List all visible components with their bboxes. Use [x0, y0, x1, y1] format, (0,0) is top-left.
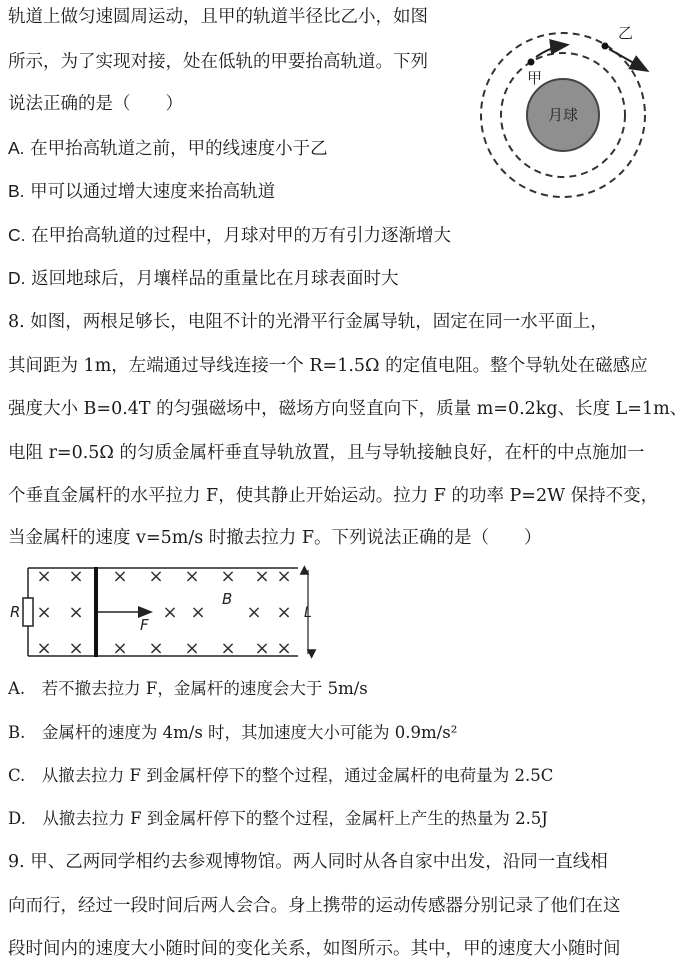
orbit-diagram	[478, 20, 668, 220]
field-cross: ×	[254, 638, 270, 659]
q7-option-b-text: 甲可以通过增大速度来抬高轨道	[24, 182, 276, 202]
field-label: B	[222, 590, 233, 608]
field-cross: ×	[220, 638, 236, 659]
q8-line-1: 8. 如图，两根足够长，电阻不计的光滑平行金属导轨，固定在同一水平面上，	[8, 312, 608, 332]
q7-line-3: 说法正确的是（ ）	[8, 94, 183, 114]
q7-option-b	[8, 180, 275, 203]
length-label: L	[304, 605, 312, 621]
q7-option-a-letter: A.	[8, 138, 25, 158]
field-cross: ×	[162, 602, 178, 623]
q7-option-a	[8, 137, 328, 160]
satellite-a-arrow	[536, 45, 566, 57]
field-cross: ×	[148, 566, 164, 587]
q9-line-2: 向而行，经过一段时间后两人会合。身上携带的运动传感器分别记录了他们在这	[8, 896, 621, 916]
field-cross: ×	[190, 602, 206, 623]
field-crosses	[36, 566, 291, 659]
satellite-a-dot	[528, 59, 535, 66]
field-cross: ×	[246, 602, 262, 623]
field-cross: ×	[112, 566, 128, 587]
q8-option-b: B. 金属杆的速度为 4m/s 时，其加速度大小可能为 0.9m/s²	[8, 723, 458, 742]
field-cross: ×	[184, 638, 200, 659]
q7-option-c-letter: C.	[8, 225, 26, 245]
field-cross: ×	[148, 638, 164, 659]
q8-line-4: 电阻 r=0.5Ω 的匀质金属杆垂直导轨放置，且与导轨接触良好，在杆的中点施加一	[8, 443, 645, 463]
q8-option-a: A. 若不撤去拉力 F，金属杆的速度会大于 5m/s	[8, 679, 368, 698]
force-label: F	[140, 616, 149, 634]
q7-option-d-text: 返回地球后，月壤样品的重量比在月球表面时大	[25, 269, 399, 289]
field-cross: ×	[276, 638, 292, 659]
moon-label: 月球	[547, 106, 579, 124]
q7-option-c	[8, 224, 451, 247]
q7-option-d-letter: D.	[8, 268, 26, 288]
q9-line-1: 9. 甲、乙两同学相约去参观博物馆。两人同时从各自家中出发，沿同一直线相	[8, 852, 608, 872]
satellite-b-dot	[602, 43, 609, 50]
q7-option-d	[8, 267, 399, 290]
field-cross: ×	[36, 638, 52, 659]
q8-line-3: 强度大小 B=0.4T 的匀强磁场中，磁场方向竖直向下，质量 m=0.2kg、长度 L=1m、	[8, 399, 688, 419]
q8-line-2: 其间距为 1m，左端通过导线连接一个 R=1.5Ω 的定值电阻。整个导轨处在磁感应	[8, 356, 648, 376]
q7-option-b-letter: B.	[8, 181, 25, 201]
satellite-a-label: 甲	[527, 69, 543, 87]
q8-option-c: C. 从撤去拉力 F 到金属杆停下的整个过程，通过金属杆的电荷量为 2.5C	[8, 766, 554, 785]
field-cross: ×	[68, 638, 84, 659]
field-cross: ×	[254, 566, 270, 587]
q8-option-d: D. 从撤去拉力 F 到金属杆停下的整个过程，金属杆上产生的热量为 2.5J	[8, 809, 548, 828]
field-cross: ×	[184, 566, 200, 587]
field-cross: ×	[36, 602, 52, 623]
q7-line-2: 所示，为了实现对接，处在低轨的甲要抬高轨道。下列	[8, 52, 428, 72]
q8-line-6: 当金属杆的速度 v=5m/s 时撤去拉力 F。下列说法正确的是（ ）	[8, 528, 542, 548]
field-cross: ×	[220, 566, 236, 587]
field-cross: ×	[68, 602, 84, 623]
q7-option-c-text: 在甲抬高轨道的过程中，月球对甲的万有引力逐渐增大	[25, 226, 452, 246]
resistor	[23, 598, 33, 626]
rail-diagram	[8, 562, 328, 666]
field-cross: ×	[36, 566, 52, 587]
q7-line-1: 轨道上做匀速圆周运动，且甲的轨道半径比乙小，如图	[8, 7, 428, 27]
resistor-label: R	[10, 603, 21, 621]
field-cross: ×	[112, 638, 128, 659]
field-cross: ×	[68, 566, 84, 587]
q7-option-a-text: 在甲抬高轨道之前，甲的线速度小于乙	[24, 139, 328, 159]
satellite-b-arrow	[609, 49, 646, 70]
q8-line-5: 个垂直金属杆的水平拉力 F，使其静止开始运动。拉力 F 的功率 P=2W 保持不变，	[8, 486, 659, 506]
satellite-b-label: 乙	[618, 24, 634, 42]
field-cross: ×	[276, 602, 292, 623]
q9-line-3: 段时间内的速度大小随时间的变化关系，如图所示。其中，甲的速度大小随时间	[8, 939, 621, 959]
field-cross: ×	[276, 566, 292, 587]
